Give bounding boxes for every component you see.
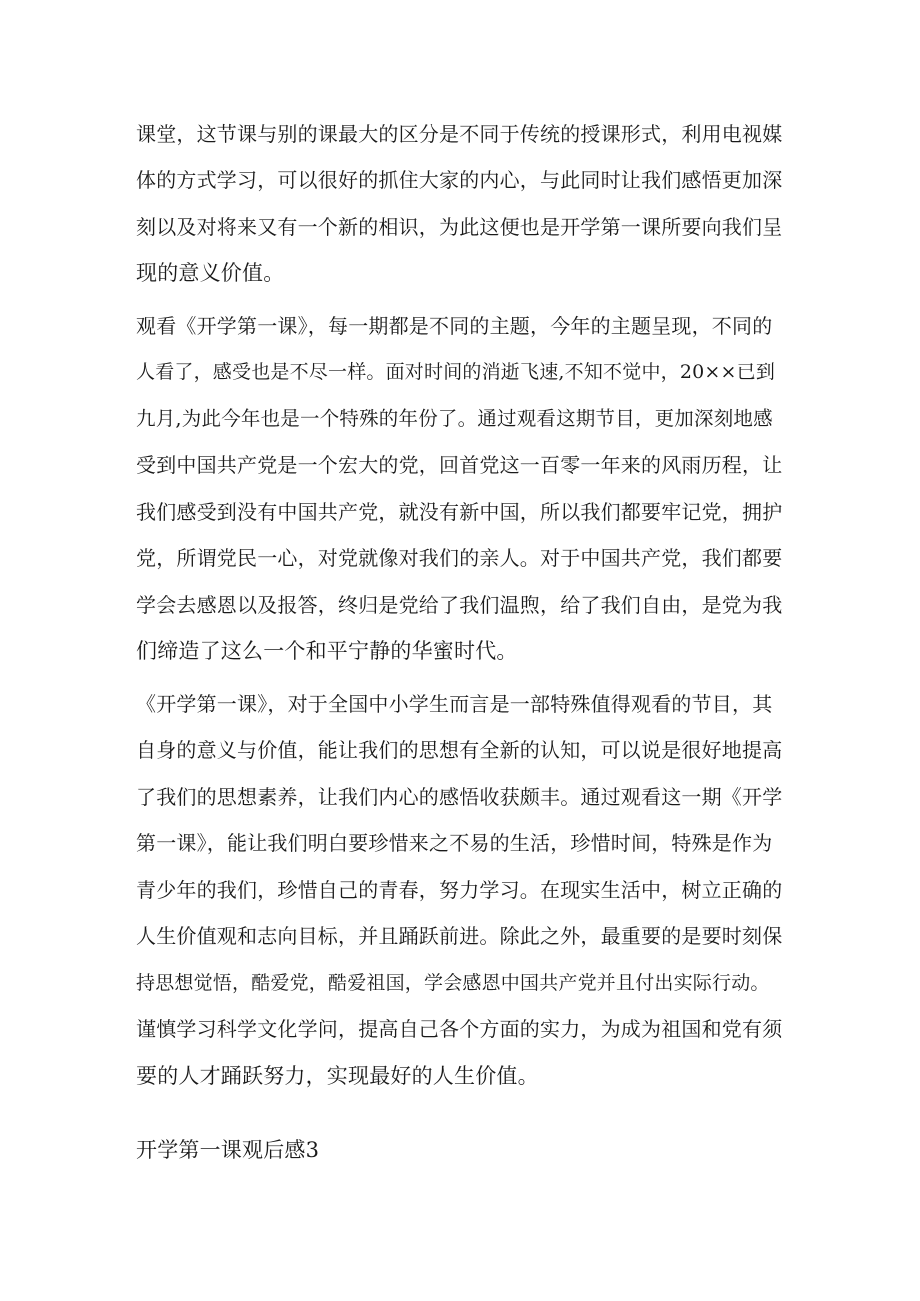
paragraph-3-line-9: 要的人才踊跃努力，实现最好的人生价值。 [136, 1064, 539, 1088]
paragraph-3-line-6: 人生价值观和志向目标，并且踊跃前进。除此之外，最重要的是要时刻保 [136, 924, 783, 948]
section-heading: 开学第一课观后感3 [136, 1138, 320, 1162]
paragraph-1-line-1: 课堂，这节课与别的课最大的区分是不同于传统的授课形式，利用电视媒 [136, 122, 783, 146]
paragraph-2-line-6: 党，所谓党民一心，对党就像对我们的亲人。对于中国共产党，我们都要 [136, 546, 783, 570]
paragraph-2-line-1: 观看《开学第一课》，每一期都是不同的主题，今年的主题呈现，不同的 [136, 314, 773, 338]
paragraph-1-line-2: 体的方式学习，可以很好的抓住大家的内心，与此同时让我们感悟更加深 [136, 168, 783, 192]
paragraph-2-line-7: 学会去感恩以及报答，终归是党给了我们温煦，给了我们自由，是党为我 [136, 593, 783, 617]
paragraph-3-line-1: 《开学第一课》，对于全国中小学生而言是一部特殊值得观看的节目，其 [136, 692, 773, 716]
paragraph-2-line-5: 我们感受到没有中国共产党，就没有新中国，所以我们都要牢记党，拥护 [136, 500, 783, 524]
paragraph-3-line-8: 谨慎学习科学文化学问，提高自己各个方面的实力，为成为祖国和党有须 [136, 1017, 783, 1041]
paragraph-3-line-2: 自身的意义与价值，能让我们的思想有全新的认知，可以说是很好地提高 [136, 738, 783, 762]
paragraph-2-line-3: 九月,为此今年也是一个特殊的年份了。通过观看这期节目，更加深刻地感 [136, 407, 773, 430]
paragraph-3-line-5: 青少年的我们，珍惜自己的青春，努力学习。在现实生活中，树立正确的 [136, 878, 783, 902]
paragraph-1-line-4: 现的意义价值。 [136, 261, 285, 285]
paragraph-1-line-3: 刻以及对将来又有一个新的相识，为此这便也是开学第一课所要向我们呈 [136, 215, 783, 239]
paragraph-2-line-2: 人看了，感受也是不尽一样。面对时间的消逝飞速,不知不觉中，20××已到 [136, 361, 776, 383]
paragraph-3-line-3: 了我们的思想素养，让我们内心的感悟收获颇丰。通过观看这一期《开学 [136, 785, 783, 809]
paragraph-2-line-4: 受到中国共产党是一个宏大的党，回首党这一百零一年来的风雨历程，让 [136, 453, 783, 477]
paragraph-3-line-4: 第一课》，能让我们明白要珍惜来之不易的生活，珍惜时间，特殊是作为 [136, 831, 773, 855]
paragraph-3-line-7: 持思想觉悟，酷爱党，酷爱祖国，学会感恩中国共产党并且付出实际行动。 [136, 972, 770, 994]
paragraph-2-line-8: 们缔造了这么一个和平宁静的华蜜时代。 [136, 639, 518, 663]
